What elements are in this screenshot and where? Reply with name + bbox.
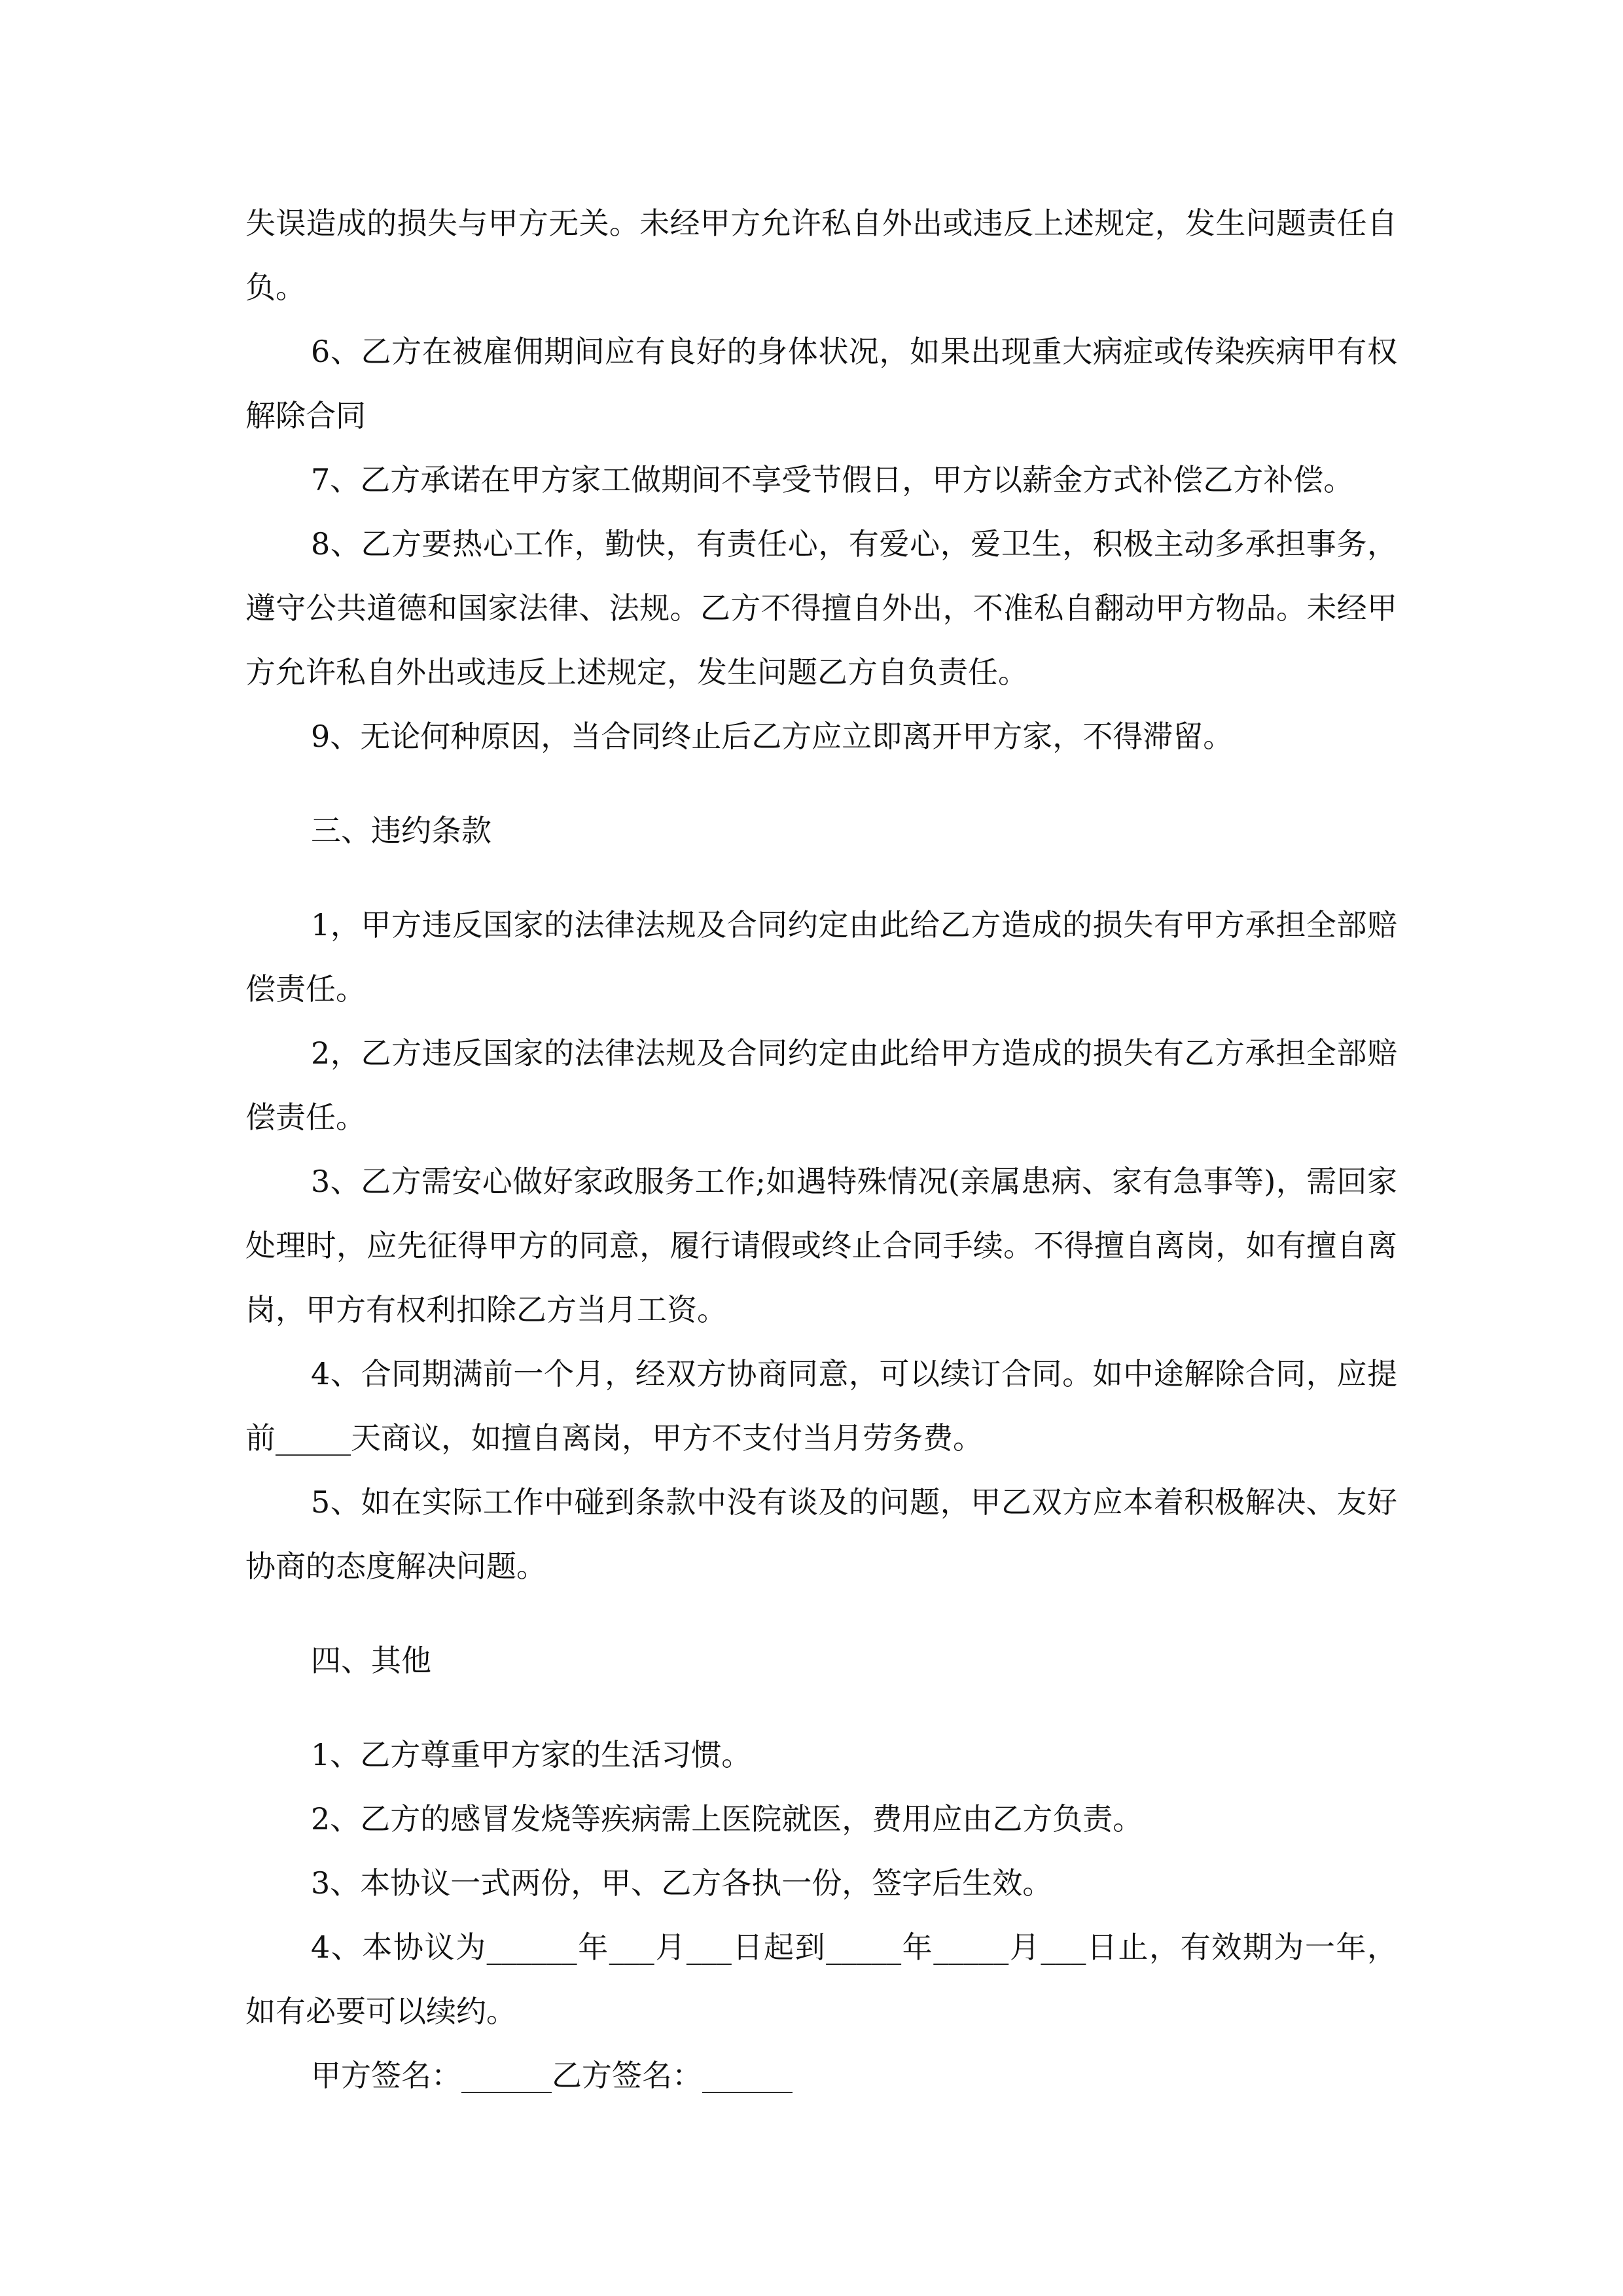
- clause-6: 6、乙方在被雇佣期间应有良好的身体状况，如果出现重大病症或传染疾病甲有权解除合同: [245, 334, 1397, 433]
- breach-clause-3: 3、乙方需安心做好家政服务工作;如遇特殊情况(亲属患病、家有急事等)，需回家处理时，应先征得甲方的同意，履行请假或终止合同手续。不得擅自离岗，如有擅自离岗，甲方有权利扣除乙方当月工资。: [245, 1164, 1397, 1327]
- signature-line: 甲方签名：______乙方签名：______: [311, 2058, 793, 2093]
- breach-clause-1: 1，甲方违反国家的法律法规及合同约定由此给乙方造成的损失有甲方承担全部赔偿责任。: [245, 907, 1397, 1007]
- clause-7: 7、乙方承诺在甲方家工做期间不享受节假日，甲方以薪金方式补偿乙方补偿。: [311, 462, 1354, 497]
- breach-clause-4: 4、合同期满前一个月，经双方协商同意，可以续订合同。如中途解除合同，应提前_____天商议，如擅自离岗，甲方不支付当月劳务费。: [245, 1356, 1397, 1456]
- other-clause-3: 3、本协议一式两份，甲、乙方各执一份，签字后生效。: [311, 1865, 1053, 1901]
- paragraph-continuation: 失误造成的损失与甲方无关。未经甲方允许私自外出或违反上述规定，发生问题责任自负。: [245, 206, 1397, 305]
- clause-9: 9、无论何种原因，当合同终止后乙方应立即离开甲方家，不得滞留。: [311, 719, 1234, 754]
- other-clause-2: 2、乙方的感冒发烧等疾病需上医院就医，费用应由乙方负责。: [311, 1801, 1143, 1837]
- document-page: [245, 191, 1397, 2108]
- section-heading-breach: 三、违约条款: [311, 813, 491, 848]
- breach-clause-2: 2，乙方违反国家的法律法规及合同约定由此给甲方造成的损失有乙方承担全部赔偿责任。: [245, 1035, 1397, 1135]
- clause-8: 8、乙方要热心工作，勤快，有责任心，有爱心，爱卫生，积极主动多承担事务，遵守公共道德和国家法律、法规。乙方不得擅自外出，不准私自翻动甲方物品。未经甲方允许私自外出或违反上述规定，发生问题乙方自负责任。: [245, 526, 1397, 690]
- breach-clause-5: 5、如在实际工作中碰到条款中没有谈及的问题，甲乙双方应本着积极解决、友好协商的态度解决问题。: [245, 1484, 1397, 1584]
- other-clause-1: 1、乙方尊重甲方家的生活习惯。: [311, 1737, 752, 1772]
- section-heading-other: 四、其他: [311, 1643, 431, 1678]
- other-clause-4: 4、本协议为______年___月___日起到_____年_____月___日止，有效期为一年，如有必要可以续约。: [245, 1929, 1397, 2029]
